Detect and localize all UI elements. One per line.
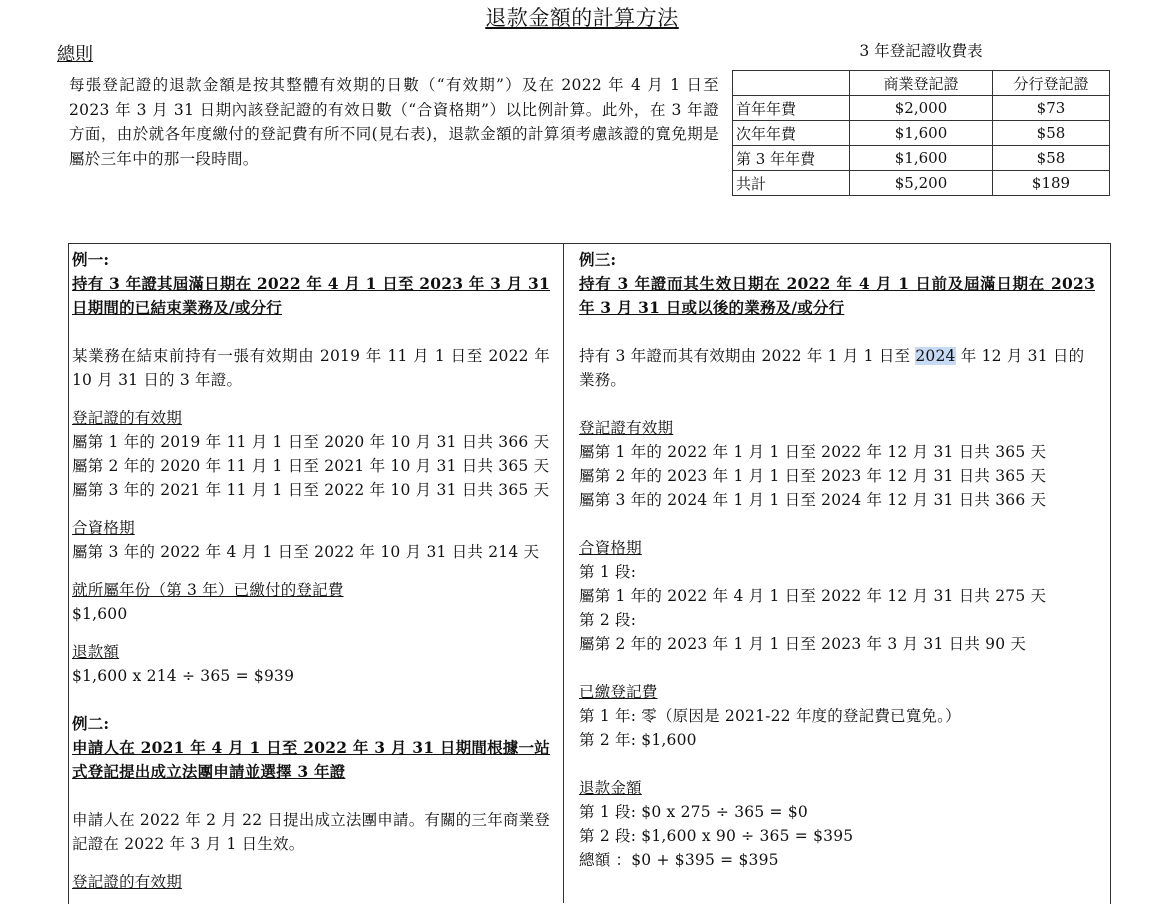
- example1-refund-title: 退款額: [72, 643, 120, 661]
- example3-refund-line: 第 2 段: $1,600 x 90 ÷ 365 = $395: [579, 827, 854, 845]
- fee-table: [732, 70, 1110, 196]
- example3-heading: 持有 3 年證而其生效日期在 2022 年 4 月 1 日前及屆滿日期在 2023 年 3 月 31 日或以後的業務及/或分行: [579, 274, 1095, 317]
- fee-table-caption: 3 年登記證收費表: [859, 42, 983, 60]
- fee-row-branch: $58: [993, 121, 1110, 146]
- example3-validity-line: 屬第 3 年的 2024 年 1 月 1 日至 2024 年 12 月 31 日共 366 天: [579, 491, 1047, 509]
- example1-fee-paid-value: $1,600: [72, 605, 128, 623]
- example1-label: 例一:: [72, 250, 110, 269]
- example3-eligible-title: 合資格期: [579, 539, 642, 557]
- fee-row-business: $1,600: [850, 121, 993, 146]
- example3-eligible-line: 屬第 1 年的 2022 年 4 月 1 日至 2022 年 12 月 31 日共 275 天: [579, 587, 1047, 605]
- example3-eligible-line: 屬第 2 年的 2023 年 1 月 1 日至 2023 年 3 月 31 日共 90 天: [579, 635, 1027, 653]
- example3-fee-paid-line: 第 2 年: $1,600: [579, 731, 697, 749]
- example2-validity-title: 登記證的有效期: [72, 873, 182, 891]
- intro-paragraph: 每張登記證的退款金額是按其整體有效期的日數（“有效期”）及在 2022 年 4 月 1 日至 2023 年 3 月 31 日期內該登記證的有效日數（“合資格期”）以比例計算。此外，在 3 年證方面，由於就各年度繳付的登記費有所不同(見右表)，退款金額的計算須考慮該證的寬免期是屬於三年中的那一段時間。: [69, 76, 719, 168]
- examples-column-divider: [563, 243, 564, 903]
- table-row: [733, 96, 1110, 121]
- fee-row-business: $1,600: [850, 146, 993, 171]
- example3-fee-paid-title: 已繳登記費: [579, 683, 658, 701]
- example1-eligible-title: 合資格期: [72, 519, 135, 537]
- example3-refund-line: 第 1 段: $0 x 275 ÷ 365 = $0: [579, 803, 808, 821]
- example1-validity-title: 登記證的有效期: [72, 409, 182, 427]
- fee-row-business: $2,000: [850, 96, 993, 121]
- example1-validity-line: 屬第 2 年的 2020 年 11 月 1 日至 2021 年 10 月 31 日共 365 天: [72, 457, 550, 475]
- fee-row-branch: $73: [993, 96, 1110, 121]
- example3-refund-line: 總額 ：$0 + $395 = $395: [579, 851, 779, 869]
- fee-row-business: $5,200: [850, 171, 993, 196]
- fee-row-label: 首年年費: [733, 96, 850, 121]
- section-heading-general: 總則: [57, 44, 93, 65]
- example3-description-pre: 持有 3 年證而其有效期由 2022 年 1 月 1 日至: [579, 347, 916, 365]
- example3-eligible-line: 第 2 段:: [579, 611, 637, 629]
- table-row: [733, 171, 1110, 196]
- example3-validity-line: 屬第 1 年的 2022 年 1 月 1 日至 2022 年 12 月 31 日共 365 天: [579, 443, 1047, 461]
- selected-text-highlight[interactable]: 2024: [915, 347, 956, 365]
- example2-description: 申請人在 2022 年 2 月 22 日提出成立法團申請。有關的三年商業登記證在 2022 年 3 月 1 日生效。: [72, 811, 550, 853]
- fee-table-header-branch: 分行登記證: [993, 71, 1110, 96]
- example1-description: 某業務在結束前持有一張有效期由 2019 年 11 月 1 日至 2022 年 10 月 31 日的 3 年證。: [72, 347, 550, 389]
- page-title: 退款金額的計算方法: [485, 6, 679, 30]
- fee-table-header-blank: [733, 71, 850, 96]
- example1-fee-paid-title: 就所屬年份（第 3 年）已繳付的登記費: [72, 581, 344, 599]
- example3-description-post: 年 12 月 31 日的業務。: [579, 347, 1085, 389]
- example3-description: [579, 344, 1095, 392]
- example3-validity-line: 屬第 2 年的 2023 年 1 月 1 日至 2023 年 12 月 31 日共 365 天: [579, 467, 1047, 485]
- example1-heading: 持有 3 年證其屆滿日期在 2022 年 4 月 1 日至 2023 年 3 月 31 日期間的已結束業務及/或分行: [72, 274, 550, 317]
- example1-eligible-line: 屬第 3 年的 2022 年 4 月 1 日至 2022 年 10 月 31 日共 214 天: [72, 543, 540, 561]
- fee-row-branch: $189: [993, 171, 1110, 196]
- example3-validity-title: 登記證有效期: [579, 419, 674, 437]
- examples-left-column: [72, 248, 550, 894]
- example3-label: 例三:: [579, 250, 617, 269]
- fee-row-branch: $58: [993, 146, 1110, 171]
- table-row: [733, 146, 1110, 171]
- example1-refund-calc: $1,600 x 214 ÷ 365 = $939: [72, 667, 295, 685]
- examples-right-column: [579, 248, 1095, 872]
- table-row: [733, 121, 1110, 146]
- fee-table-header-row: [733, 71, 1110, 96]
- example3-eligible-line: 第 1 段:: [579, 563, 637, 581]
- example2-label: 例二:: [72, 714, 110, 733]
- example1-validity-line: 屬第 3 年的 2021 年 11 月 1 日至 2022 年 10 月 31 日共 365 天: [72, 481, 550, 499]
- fee-row-label: 次年年費: [733, 121, 850, 146]
- example2-heading: 申請人在 2021 年 4 月 1 日至 2022 年 3 月 31 日期間根據一站式登記提出成立法團申請並選擇 3 年證: [72, 738, 550, 781]
- example3-fee-paid-line: 第 1 年: 零（原因是 2021-22 年度的登記費已寬免。）: [579, 707, 961, 725]
- fee-row-label: 第 3 年年費: [733, 146, 850, 171]
- example3-refund-title: 退款金額: [579, 779, 642, 797]
- fee-table-header-business: 商業登記證: [850, 71, 993, 96]
- fee-row-label: 共計: [733, 171, 850, 196]
- example1-validity-line: 屬第 1 年的 2019 年 11 月 1 日至 2020 年 10 月 31 日共 366 天: [72, 433, 550, 451]
